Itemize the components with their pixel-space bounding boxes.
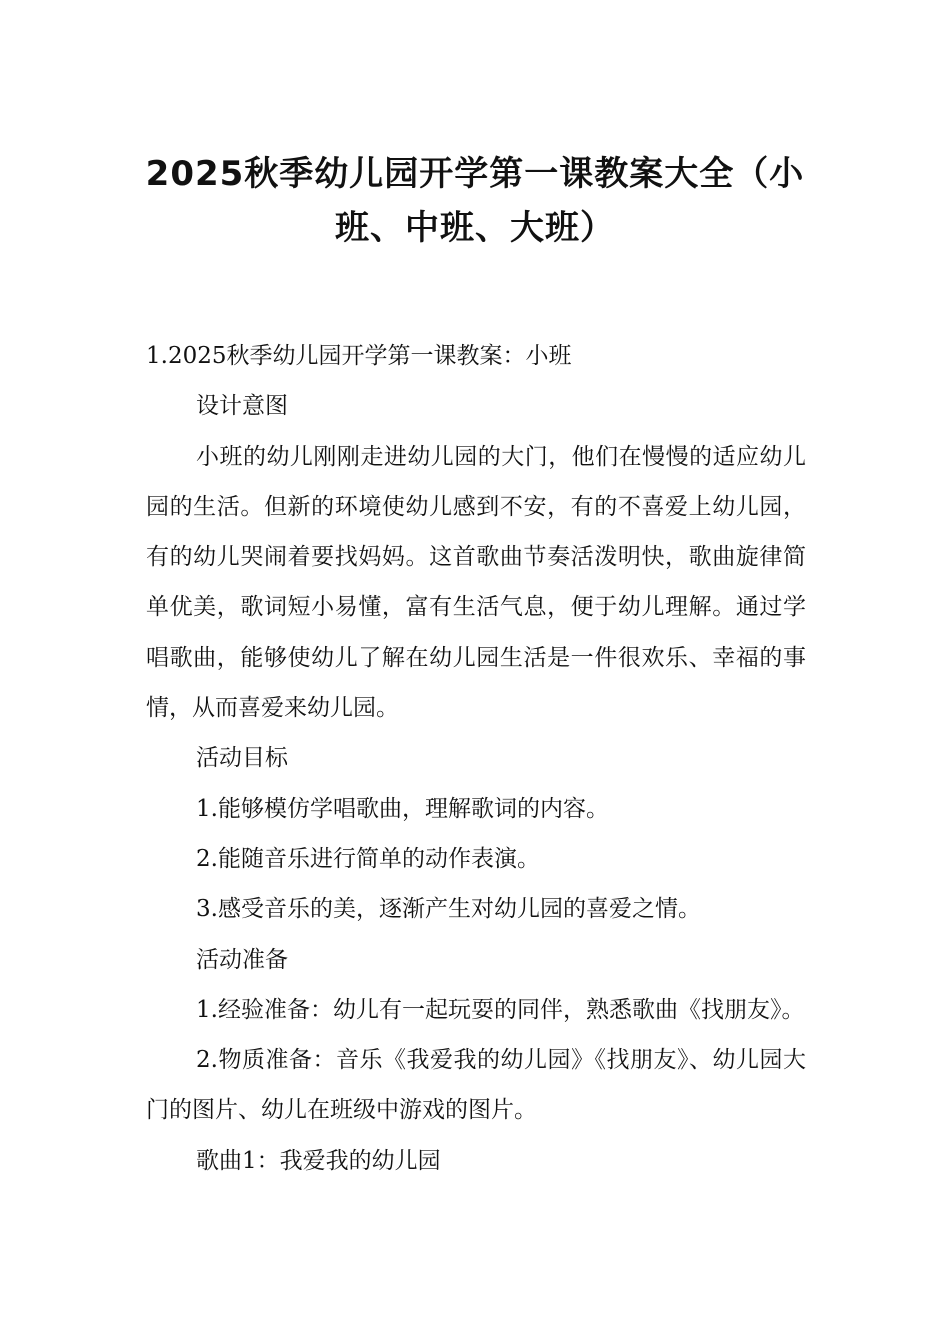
- document-title: [130, 147, 820, 255]
- prep-heading: 活动准备: [196, 946, 288, 973]
- goal-item: 3.感受音乐的美，逐渐产生对幼儿园的喜爱之情。: [196, 896, 701, 923]
- design-intent-paragraph: 小班的幼儿刚刚走进幼儿园的大门，他们在慢慢的适应幼儿园的生活。但新的环境使幼儿感到不安，有的不喜爱上幼儿园，有的幼儿哭闹着要找妈妈。这首歌曲节奏活泼明快，歌曲旋律简单优美，歌词短小易懂，富有生活气息，便于幼儿理解。通过学唱歌曲，能够使幼儿了解在幼儿园生活是一件很欢乐、幸福的事情，从而喜爱来幼儿园。: [146, 443, 806, 722]
- title-line-1: 2025秋季幼儿园开学第一课教案大全（小: [145, 153, 805, 194]
- prep-item: 1.经验准备：幼儿有一起玩耍的同伴，熟悉歌曲《找朋友》。: [196, 996, 805, 1023]
- song-heading: 歌曲1：我爱我的幼儿园: [196, 1147, 441, 1174]
- prep-item: 2.物质准备：音乐《我爱我的幼儿园》《找朋友》、幼儿园大门的图片、幼儿在班级中游戏的图片。: [146, 1047, 806, 1124]
- goal-item: 2.能随音乐进行简单的动作表演。: [196, 845, 540, 872]
- goals-heading: 活动目标: [196, 745, 288, 772]
- section-heading: 1.2025秋季幼儿园开学第一课教案：小班: [146, 343, 572, 369]
- document-body: [146, 331, 806, 1186]
- design-intent-heading: 设计意图: [196, 393, 288, 420]
- goal-item: 1.能够模仿学唱歌曲，理解歌词的内容。: [196, 795, 609, 822]
- title-line-2: 班、中班、大班）: [335, 207, 615, 248]
